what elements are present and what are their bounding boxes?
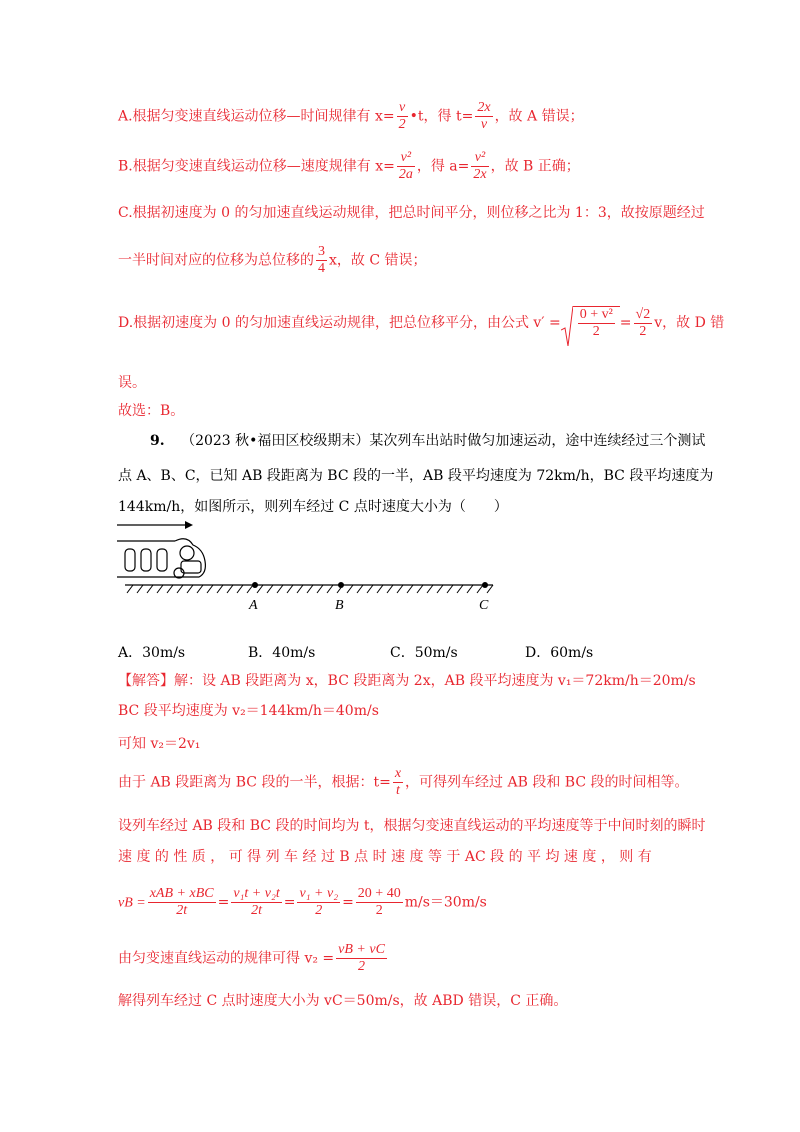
point-b-label: B bbox=[335, 598, 344, 613]
option-label: D． bbox=[525, 645, 551, 661]
fraction bbox=[578, 307, 615, 340]
solution-line1 bbox=[118, 670, 720, 690]
numerator: v² bbox=[397, 150, 415, 167]
denominator: 2 bbox=[398, 117, 406, 132]
arrow-head-icon bbox=[185, 521, 193, 529]
solution-line9: 解得列车经过 C 点时速度大小为 vC＝50m/s，故 ABD 错误，C 正确。 bbox=[118, 993, 568, 1009]
text: 一半时间对应的位移为总位移的 bbox=[118, 252, 314, 269]
option-value: 30m/s bbox=[142, 645, 186, 661]
solution-option-d-line2: 误。 bbox=[118, 375, 146, 391]
fraction bbox=[397, 100, 408, 133]
text: vB = bbox=[118, 895, 146, 911]
option-c[interactable] bbox=[390, 642, 458, 662]
point-b-dot bbox=[338, 582, 344, 588]
point-c-dot bbox=[482, 582, 488, 588]
solution-line4 bbox=[118, 766, 720, 799]
point-a-label: A bbox=[249, 598, 258, 613]
denominator: 2 bbox=[639, 323, 647, 339]
ground-hatch bbox=[127, 585, 493, 593]
numerator: 3 bbox=[318, 244, 325, 259]
fraction bbox=[231, 886, 281, 919]
denominator: 2t bbox=[176, 903, 188, 918]
text: = bbox=[342, 894, 354, 911]
text: v，故 D 错 bbox=[654, 315, 725, 331]
text: 解：设 AB 段距离为 x，BC 段距离为 2x，AB 段平均速度为 v₁＝72km/h＝20m/s bbox=[174, 673, 696, 689]
question-number: 9. bbox=[150, 433, 165, 449]
solution-option-a bbox=[118, 100, 720, 133]
text: B.根据匀变速直线运动位移—速度规律有 x= bbox=[118, 158, 395, 175]
question-line1 bbox=[150, 430, 720, 450]
denominator: v bbox=[480, 117, 488, 132]
fraction bbox=[634, 307, 653, 340]
fraction bbox=[336, 942, 387, 975]
solution-option-d-line1 bbox=[118, 306, 725, 340]
text: ，故 B 正确； bbox=[490, 158, 580, 175]
point-a-dot bbox=[252, 582, 258, 588]
option-label: B． bbox=[248, 645, 273, 661]
option-value: 60m/s bbox=[550, 645, 594, 661]
text: 由匀变速直线运动的规律可得 v₂ = bbox=[118, 950, 335, 967]
numerator: v₁ + v₂ bbox=[299, 886, 339, 901]
train-icon bbox=[117, 539, 205, 578]
numerator: 0 + v² bbox=[579, 307, 613, 322]
option-d[interactable] bbox=[525, 642, 593, 662]
solution-option-c-line1: C.根据初速度为 0 的匀加速直线运动规律，把总时间平分，则位移之比为 1：3，故按原题经过 bbox=[118, 205, 705, 221]
denominator: 2 bbox=[358, 959, 366, 974]
text: •t，得 t= bbox=[409, 108, 474, 125]
text: D.根据初速度为 0 的匀加速直线运动规律，把总位移平分，由公式 v′ = bbox=[118, 315, 561, 331]
text: ，得 a= bbox=[416, 158, 470, 175]
fraction bbox=[356, 886, 403, 919]
solution-option-c-line2 bbox=[118, 244, 720, 277]
solution-line8 bbox=[118, 942, 720, 975]
fraction bbox=[297, 886, 340, 919]
option-value: 40m/s bbox=[272, 645, 316, 661]
denominator: 2x bbox=[473, 167, 487, 182]
text: ，可得列车经过 AB 段和 BC 段的时间相等。 bbox=[405, 774, 689, 791]
numerator: √2 bbox=[635, 306, 651, 322]
question-text: 某次列车出站时做匀加速运动，途中连续经过三个测试 bbox=[369, 433, 706, 449]
fraction bbox=[397, 150, 415, 183]
text: ，故 A 错误； bbox=[494, 108, 584, 125]
text: m/s＝30m/s bbox=[404, 894, 487, 911]
fraction bbox=[148, 886, 216, 919]
numerator: x bbox=[394, 766, 402, 781]
fraction bbox=[393, 766, 403, 799]
fraction bbox=[475, 100, 492, 133]
point-c-label: C bbox=[479, 598, 489, 613]
denominator: 4 bbox=[318, 261, 325, 276]
denominator: 2t bbox=[251, 903, 262, 918]
text: = bbox=[283, 894, 296, 911]
text: A.根据匀变速直线运动位移—时间规律有 x= bbox=[118, 108, 395, 125]
question-line2: 点 A、B、C，已知 AB 段距离为 BC 段的一半，AB 段平均速度为 72km/h，BC 段平均速度为 bbox=[118, 468, 714, 484]
option-value: 50m/s bbox=[414, 645, 458, 661]
numerator: xAB + xBC bbox=[149, 886, 214, 901]
text: x，故 C 错误； bbox=[329, 252, 427, 269]
radical-sign-icon bbox=[561, 306, 573, 346]
solution-line2: BC 段平均速度为 v₂＝144km/h＝40m/s bbox=[118, 703, 379, 719]
numerator: v bbox=[397, 100, 408, 117]
fraction bbox=[471, 150, 488, 183]
solution-line7 bbox=[118, 886, 720, 919]
numerator: v₁t + v₂t bbox=[233, 886, 280, 901]
solution-line5: 设列车经过 AB 段和 BC 段的时间均为 t，根据匀变速直线运动的平均速度等于中间时刻的瞬时 bbox=[118, 818, 706, 834]
numerator: v² bbox=[471, 150, 488, 167]
denominator: 2 bbox=[375, 903, 383, 918]
option-b[interactable] bbox=[248, 642, 315, 662]
previous-answer: 故选：B。 bbox=[118, 403, 185, 419]
square-root bbox=[561, 306, 620, 340]
fraction bbox=[316, 244, 327, 277]
denominator: 2 bbox=[592, 324, 600, 339]
text: = bbox=[217, 894, 230, 911]
numerator: 2x bbox=[477, 100, 491, 115]
question-line3: 144km/h，如图所示，则列车经过 C 点时速度大小为（ ） bbox=[118, 499, 508, 515]
numerator: vB + vC bbox=[338, 942, 385, 957]
denominator: t bbox=[395, 783, 400, 798]
option-label: C． bbox=[390, 645, 415, 661]
solution-option-b bbox=[118, 150, 720, 183]
numerator: 20 + 40 bbox=[357, 886, 401, 901]
denominator: 2a bbox=[398, 167, 413, 182]
text: = bbox=[619, 315, 632, 331]
option-a[interactable] bbox=[118, 642, 185, 662]
solution-tag: 【解答】 bbox=[118, 673, 174, 689]
denominator: 2 bbox=[315, 903, 323, 918]
option-label: A． bbox=[118, 645, 143, 661]
solution-line3: 可知 v₂＝2v₁ bbox=[118, 736, 201, 752]
question-source: （2023 秋•福田区校级期末） bbox=[181, 433, 370, 449]
solution-line6: 速 度 的 性 质 ， 可 得 列 车 经 过 B 点 时 速 度 等 于 AC 段 的 平 均 速 度 ， 则 有 bbox=[118, 849, 652, 865]
text: 由于 AB 段距离为 BC 段的一半，根据：t= bbox=[118, 774, 391, 791]
train-track-figure bbox=[115, 515, 505, 615]
